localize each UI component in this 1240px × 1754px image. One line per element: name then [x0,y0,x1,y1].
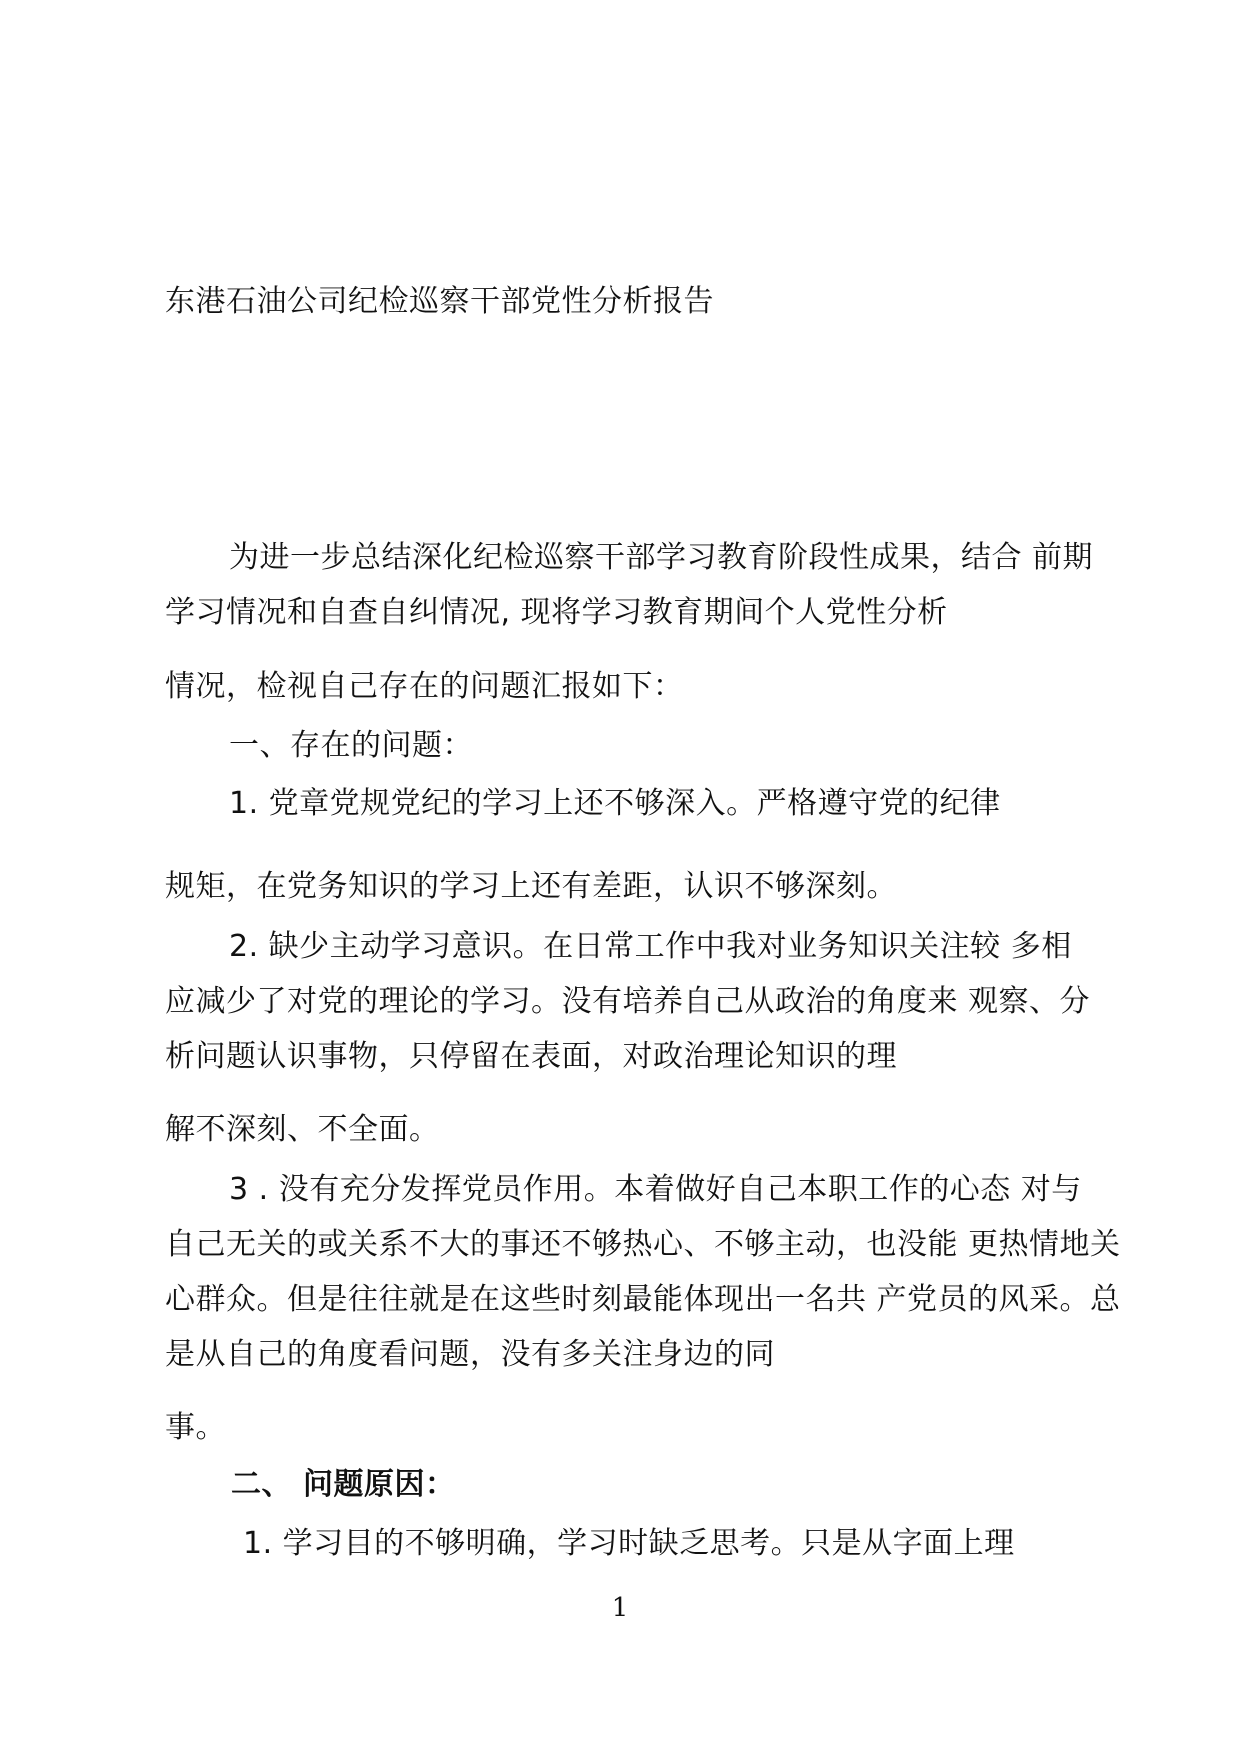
document-title: 东港石油公司纪检巡察干部党性分析报告 [165,284,714,319]
paragraph-line: 事。 [165,1410,226,1445]
page-number: 1 [611,1593,629,1623]
list-item: 1. 党章党规党纪的学习上还不够深入。严格遵守党的纪律 [229,786,1001,821]
paragraph-line: 是从自己的角度看问题，没有多关注身边的同 [165,1337,775,1372]
paragraph-line: 学习情况和自查自纠情况, 现将学习教育期间个人党性分析 [165,595,948,630]
paragraph-line: 为进一步总结深化纪检巡察干部学习教育阶段性成果，结合 前期 [229,540,1094,575]
paragraph-line: 心群众。但是往往就是在这些时刻最能体现出一名共 产党员的风采。总 [165,1282,1121,1317]
list-item: 1. 学习目的不够明确，学习时缺乏思考。只是从字面上理 [243,1526,1015,1561]
paragraph-line: 自己无关的或关系不大的事还不够热心、不够主动，也没能 更热情地关 [165,1227,1121,1262]
paragraph-line: 应减少了对党的理论的学习。没有培养自己从政治的角度来 观察、分 [165,984,1091,1019]
paragraph-line: 析问题认识事物，只停留在表面，对政治理论知识的理 [165,1039,897,1074]
section-heading: 一、存在的问题： [229,728,473,763]
paragraph-line: 解不深刻、不全面。 [165,1112,440,1147]
paragraph-line: 情况，检视自己存在的问题汇报如下： [165,669,684,704]
list-item: 2. 缺少主动学习意识。在日常工作中我对业务知识关注较 多相 [229,929,1072,964]
paragraph-line: 规矩，在党务知识的学习上还有差距，认识不够深刻。 [165,869,897,904]
list-item: 3 . 没有充分发挥党员作用。本着做好自己本职工作的心态 对与 [229,1172,1082,1207]
section-heading: 二、 问题原因： [231,1467,456,1502]
